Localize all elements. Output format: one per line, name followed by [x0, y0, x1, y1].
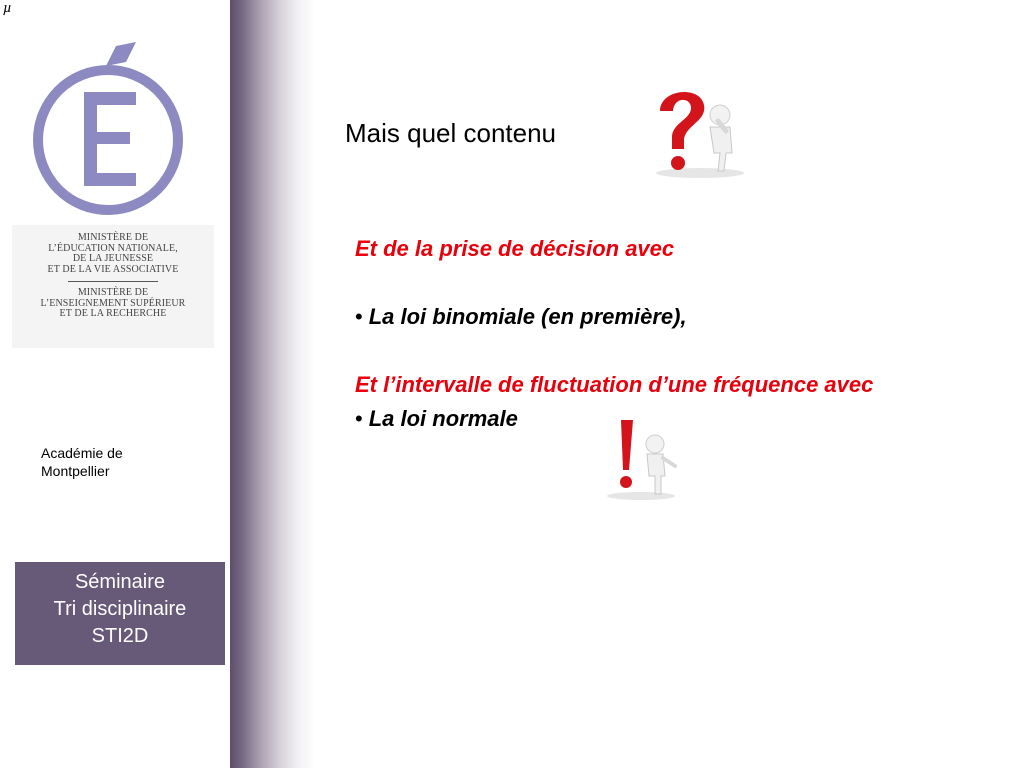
- bullet-item: [355, 300, 975, 334]
- spacer: [355, 334, 975, 368]
- seminaire-line: Séminaire: [74, 571, 166, 593]
- body-heading: Et l’intervalle de fluctuation d’une fréquence avec: [355, 372, 874, 397]
- ministry-line: L’ENSEIGNEMENT SUPÉRIEUR: [40, 297, 186, 309]
- slide-body: [355, 232, 975, 436]
- sidebar-gradient-band: [230, 0, 315, 768]
- question-mark-figure-icon: [640, 83, 756, 179]
- seminaire-line: STI2D: [91, 625, 149, 647]
- seminaire-line: Tri disciplinaire: [53, 598, 187, 620]
- ministry-line: ET DE LA VIE ASSOCIATIVE: [47, 263, 179, 275]
- academie-line: Académie de: [41, 445, 123, 461]
- e-acute-logo-icon: [28, 32, 188, 222]
- seminaire-box: [15, 562, 225, 665]
- ministry-line: DE LA JEUNESSE: [72, 253, 154, 264]
- exclamation-mark-figure-icon: [591, 416, 683, 502]
- bullet-dot: •: [355, 304, 363, 329]
- academie-line: Montpellier: [41, 463, 110, 479]
- ministry-divider: [68, 281, 158, 282]
- corner-symbol: µ: [3, 0, 12, 16]
- ministry-name-block: [12, 225, 214, 348]
- bullet-text: La loi normale: [368, 406, 518, 431]
- bullet-text: La loi binomiale (en première),: [368, 304, 687, 329]
- ministry-line: MINISTÈRE DE: [77, 287, 149, 298]
- ministry-line: MINISTÈRE DE: [77, 232, 149, 243]
- bullet-dot: •: [355, 406, 363, 431]
- spacer: [355, 266, 975, 300]
- ministry-logo: [0, 20, 230, 340]
- body-heading: Et de la prise de décision avec: [355, 236, 675, 261]
- ministry-line: L’ÉDUCATION NATIONALE,: [48, 242, 178, 254]
- academie-label: [41, 444, 191, 480]
- ministry-line: ET DE LA RECHERCHE: [59, 308, 167, 319]
- slide-title: Mais quel contenu: [345, 118, 557, 148]
